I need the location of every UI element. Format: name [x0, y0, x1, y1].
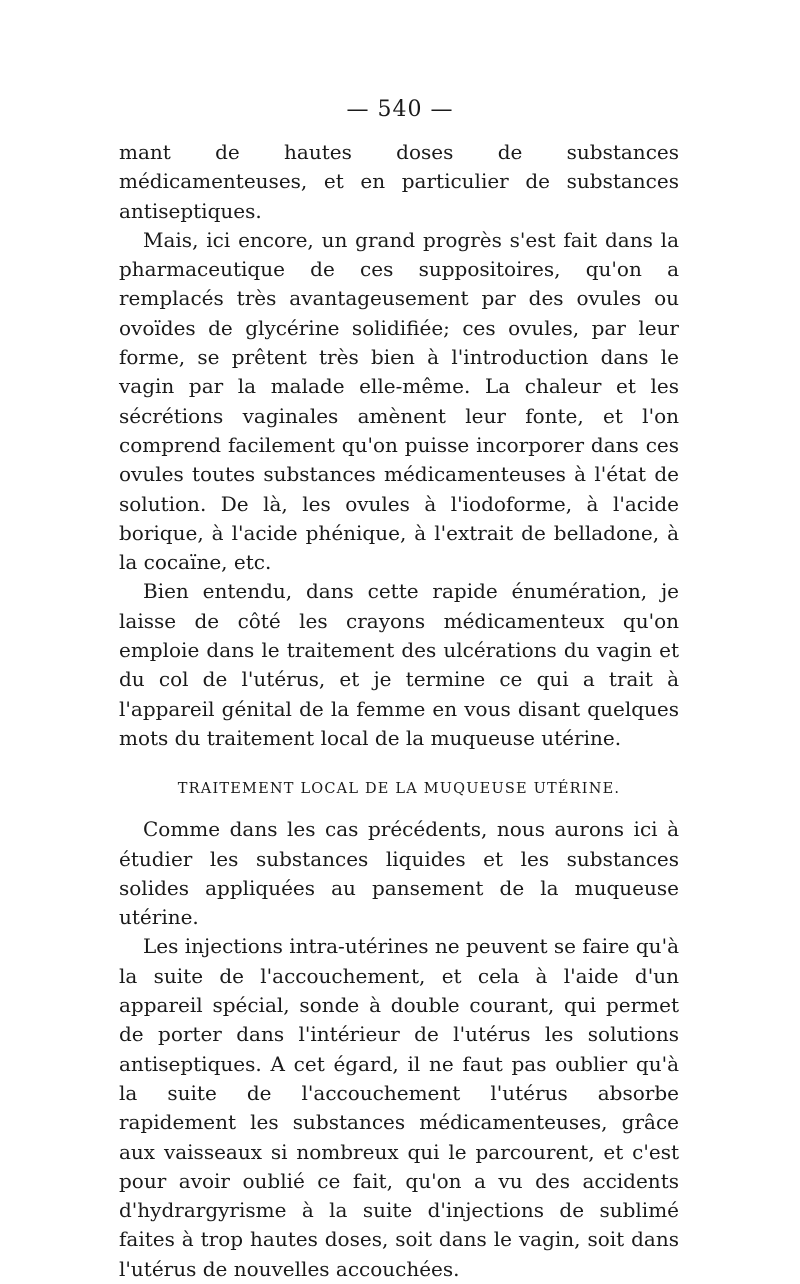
- page-body: [119, 138, 679, 1284]
- paragraph: mant de hautes doses de substances médicamenteuses, et en particulier de substances antiseptiques.: [119, 140, 679, 223]
- page-number: — 540 —: [346, 97, 454, 122]
- paragraph: Bien entendu, dans cette rapide énumération, je laisse de côté les crayons médicamenteux qu'on emploie dans le traitement des ulcérations du vagin et du col de l'utérus, et je termine ce qui a trait à l'appareil génital de la femme en vous disant quelques mots du traitement local de la muqueuse utérine.: [119, 579, 679, 750]
- paragraph: Mais, ici encore, un grand progrès s'est fait dans la pharmaceutique de ces suppositoires, qu'on a remplacés très avantageusement par des ovules ou ovoïdes de glycérine solidifiée; ces ovules, par leur forme, se prêtent très bien à l'introduction dans le vagin par la malade elle-même. La chaleur et les sécrétions vaginales amènent leur fonte, et l'on comprend facilement qu'on puisse incorporer dans ces ovules toutes substances médicamenteuses à l'état de solution. De là, les ovules à l'iodoforme, à l'acide borique, à l'acide phénique, à l'extrait de belladone, à la cocaïne, etc.: [119, 227, 679, 575]
- section-heading: TRAITEMENT LOCAL DE LA MUQUEUSE UTÉRINE.: [177, 781, 621, 798]
- paragraph: Les injections intra-utérines ne peuvent se faire qu'à la suite de l'accouchement, et cela à l'aide d'un appareil spécial, sonde à double courant, qui permet de porter dans l'intérieur de l'utérus les solutions antiseptiques. A cet égard, il ne faut pas oublier qu'à la suite de l'accouchement l'utérus absorbe rapidement les substances médicamenteuses, grâce aux vaisseaux si nombreux qui le parcourent, et c'est pour avoir oublié ce fait, qu'on a vu des accidents d'hydrargyrisme à la suite d'injections de sublimé faites à trop hautes doses, soit dans le vagin, soit dans l'utérus de nouvelles accouchées.: [119, 934, 679, 1281]
- paragraph: Comme dans les cas précédents, nous aurons ici à étudier les substances liquides et les substances solides appliquées au pansement de la muqueuse utérine.: [119, 817, 679, 930]
